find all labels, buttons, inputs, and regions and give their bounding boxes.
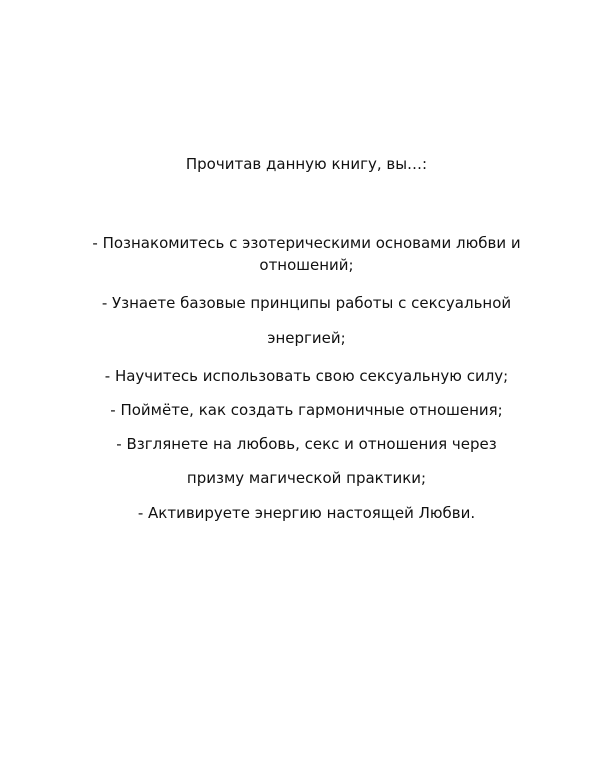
list-item-line: - Взглянете на любовь, секс и отношения через <box>116 435 497 453</box>
list-item-line: - Активируете энергию настоящей Любви. <box>137 504 476 522</box>
page-heading: Прочитав данную книгу, вы…: <box>185 155 428 173</box>
list-item-line: - Научитесь использовать свою сексуальную силу; <box>104 367 509 385</box>
list-item-line: призму магической практики; <box>186 469 427 487</box>
list-item-line: - Узнаете базовые принципы работы с сексуальной <box>101 294 512 312</box>
list-item-line: отношений; <box>259 256 354 274</box>
list-item-line: - Познакомитесь с эзотерическими основами любви и <box>92 234 521 252</box>
list-item-line: - Поймёте, как создать гармоничные отношения; <box>110 401 503 419</box>
list-item-line: энергией; <box>267 329 346 347</box>
